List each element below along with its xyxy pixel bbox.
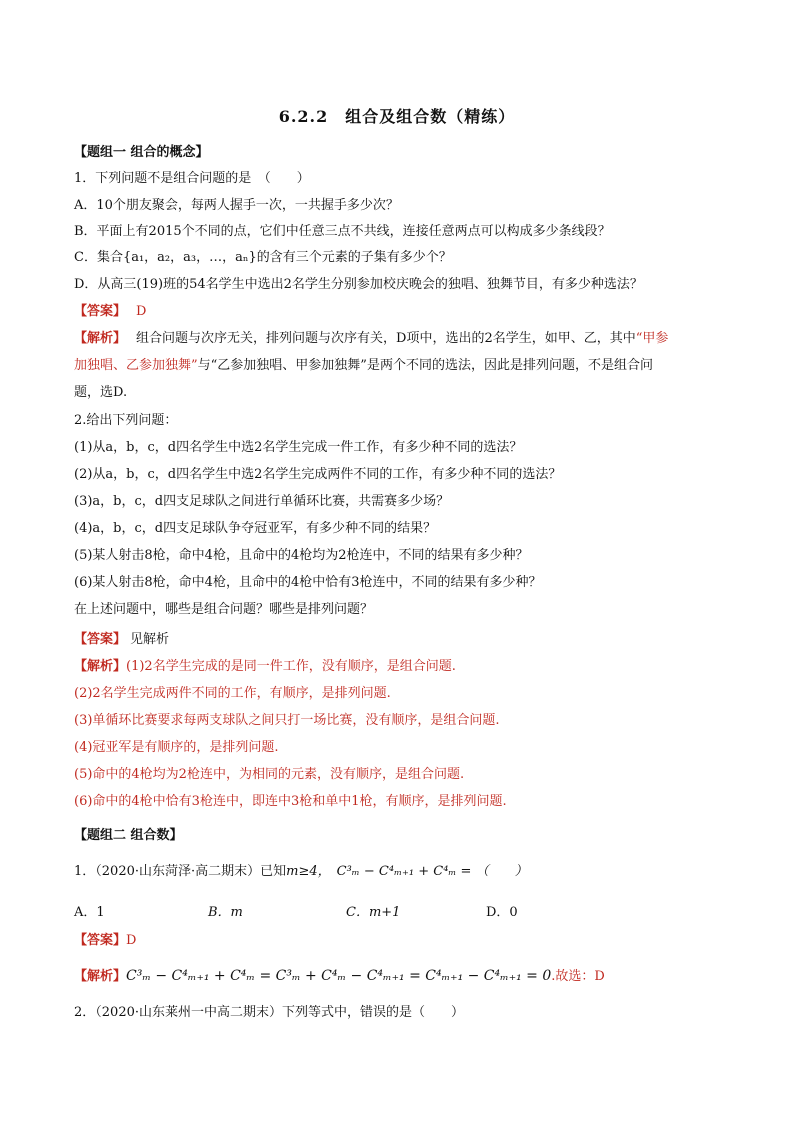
analysis-text: 与“乙参加独唱、甲参加独舞”是两个不同的选法，因此是排列问题，不是组合问	[197, 358, 653, 373]
q2-analysis-line-6: (6)命中的4枪中恰有3枪连中，即连中3枪和单中1枪，有顺序，是排列问题.	[74, 794, 507, 809]
q2-item-3: (3)a，b，c，d四支足球队之间进行单循环比赛，共需赛多少场？	[74, 494, 450, 509]
g2-q1-choice-b: B．m	[208, 905, 243, 920]
analysis-tag: 【解析】	[74, 659, 127, 674]
q2-item-1: (1)从a，b，c，d四名学生中选2名学生完成一件工作，有多少种不同的选法？	[74, 440, 523, 455]
analysis-text: 组合问题与次序无关，排列问题与次序有关，D项中，选出的	[136, 331, 485, 346]
q2-item-5: (5)某人射击8枪，命中4枪，且命中的4枪均为2枪连中，不同的结果有多少种？	[74, 548, 529, 563]
page-title: 6.2.2 组合及组合数（精练）	[278, 107, 516, 126]
q2-analysis-line-4: (4)冠亚军是有顺序的，是排列问题.	[74, 740, 279, 755]
analysis-text: 2名学生，如甲、乙，其中	[484, 331, 636, 346]
q2-analysis-line-3: (3)单循环比赛要求每两支球队之间只打一场比赛，没有顺序，是组合问题.	[74, 713, 500, 728]
q2-analysis-line-1	[74, 657, 456, 677]
q2-analysis-line-5: (5)命中的4枪均为2枪连中，为相同的元素，没有顺序，是组合问题.	[74, 767, 465, 782]
q1-analysis-line-1	[74, 329, 668, 349]
q1-option-b: B．平面上有2015个不同的点，它们中任意三点不共线，连接任意两点可以构成多少条线段？	[74, 224, 611, 239]
q1-option-a: A．10个朋友聚会，每两人握手一次，一共握手多少次？	[74, 198, 399, 213]
analysis-tag: 【解析】	[74, 969, 127, 984]
q2-item-6: (6)某人射击8枪，命中4枪，且命中的4枪中恰有3枪连中，不同的结果有多少种？	[74, 575, 542, 590]
stem-formula: C³ₘ − C⁴ₘ₊₁ + C⁴ₘ = （ ）	[336, 864, 528, 879]
g2-q1-choice-d: D．0	[486, 905, 518, 920]
g2-q2-stem: 2．（2020·山东莱州一中高二期末）下列等式中，错误的是（ ）	[74, 1005, 464, 1020]
q1-analysis-line-2	[74, 356, 653, 376]
q1-option-c: C．集合{a₁，a₂，a₃，…，aₙ}的含有三个元素的子集有多少个？	[74, 250, 452, 265]
group1-heading: 【题组一 组合的概念】	[74, 145, 209, 160]
q1-stem: 1．下列问题不是组合问题的是 （ ）	[74, 171, 310, 186]
q2-stem: 2.给出下列问题：	[74, 413, 178, 428]
g2-q1-choice-c: C．m+1	[346, 905, 401, 920]
analysis-tail: .故选：D	[551, 969, 605, 984]
answer-tag: 【答案】	[74, 632, 127, 647]
q1-answer	[74, 302, 146, 322]
analysis-tag: 【解析】	[74, 331, 127, 346]
q2-item-4: (4)a，b，c，d四支足球队争夺冠亚军，有多少种不同的结果？	[74, 521, 437, 536]
analysis-quote: 加独唱、乙参加独舞”	[74, 358, 198, 373]
analysis-text: (1)2名学生完成的是同一件工作，没有顺序，是组合问题.	[126, 659, 456, 674]
g2-q1-answer	[74, 931, 136, 951]
answer-tag: 【答案】	[74, 933, 127, 948]
answer-value: D	[136, 304, 147, 319]
q2-analysis-line-2: (2)2名学生完成两件不同的工作，有顺序，是排列问题.	[74, 686, 391, 701]
group2-heading: 【题组二 组合数】	[74, 828, 183, 843]
answer-value: 见解析	[130, 632, 170, 647]
answer-tag: 【答案】	[74, 304, 127, 319]
q2-question: 在上述问题中，哪些是组合问题？哪些是排列问题？	[74, 602, 374, 617]
analysis-formula: C³ₘ − C⁴ₘ₊₁ + C⁴ₘ = C³ₘ + C⁴ₘ − C⁴ₘ₊₁ = C⁴ₘ₊₁ − C⁴ₘ₊₁ = 0	[126, 968, 552, 984]
g2-q1-stem	[74, 862, 528, 882]
q2-item-2: (2)从a，b，c，d四名学生中选2名学生完成两件不同的工作，有多少种不同的选法？	[74, 467, 562, 482]
g2-q1-choice-a: A．1	[74, 905, 105, 920]
q2-answer	[74, 630, 169, 650]
stem-prefix: 1．（2020·山东菏泽·高二期末）已知	[74, 864, 287, 879]
analysis-quote: “甲参	[635, 331, 669, 346]
answer-value: D	[126, 933, 137, 948]
stem-condition: m≥4，	[286, 864, 331, 879]
g2-q1-analysis	[74, 966, 605, 987]
q1-option-d: D．从高三(19)班的54名学生中选出2名学生分别参加校庆晚会的独唱、独舞节目，有多少种选法？	[74, 277, 643, 292]
q1-analysis-line-3: 题，选D.	[74, 385, 128, 400]
